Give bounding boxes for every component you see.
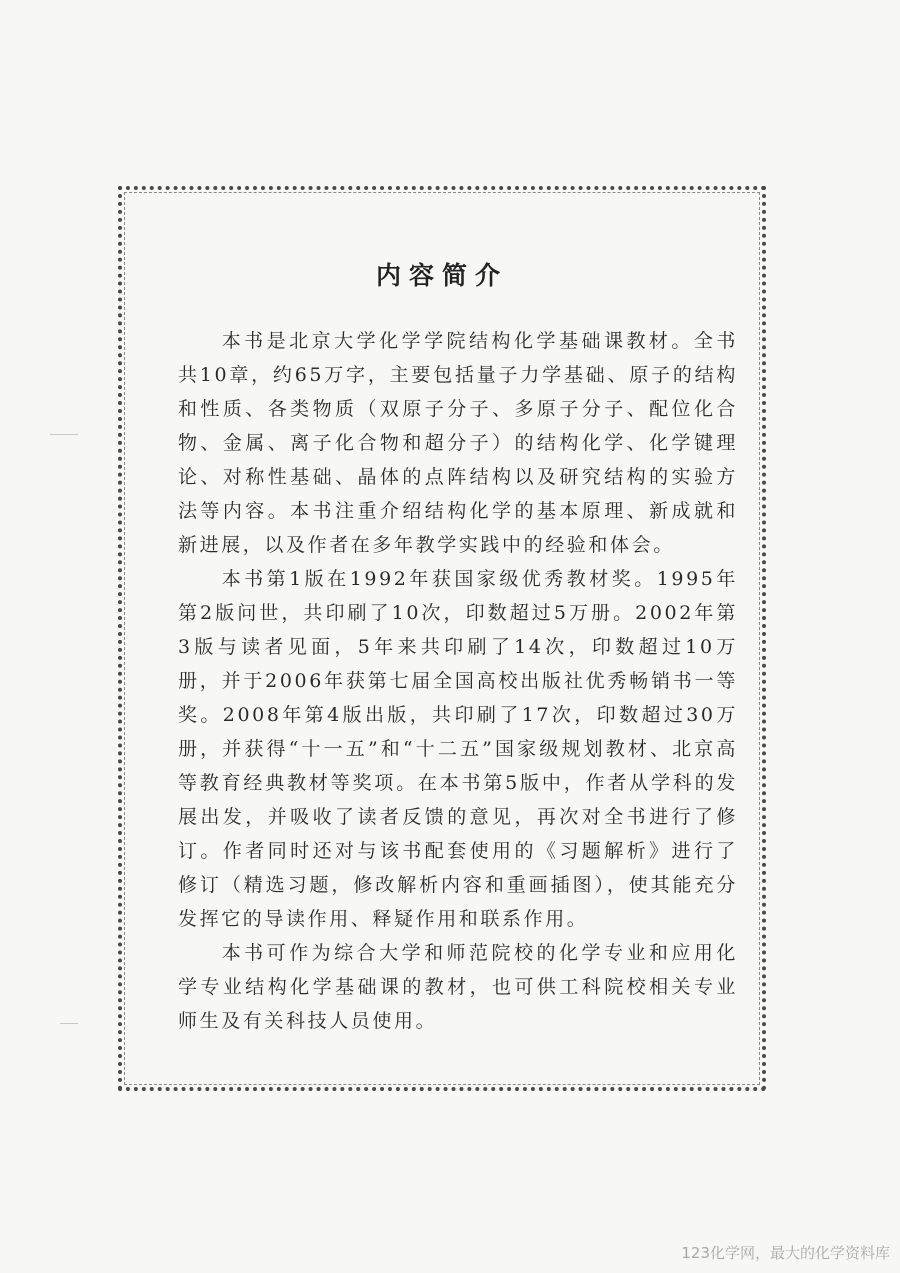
dotted-border-frame: [118, 186, 766, 1091]
paragraph-2: 本书第1版在1992年获国家级优秀教材奖。1995年第2版问世，共印刷了10次，印数超过5万册。2002年第3版与读者见面，5年来共印刷了14次，印数超过10万册，并于2006年获第七届全国高校出版社优秀畅销书一等奖。2008年第4版出版，共印刷了17次，印数超过30万册，并获得“十一五”和“十二五”国家级规划教材、北京高等教育经典教材等奖项。在本书第5版中，作者从学科的发展出发，并吸收了读者反馈的意见，再次对全书进行了修订。作者同时还对与该书配套使用的《习题解析》进行了修订（精选习题，修改解析内容和重画插图），使其能充分发挥它的导读作用、释疑作用和联系作用。: [178, 568, 738, 930]
content-summary: [178, 324, 738, 1038]
section-title: 内容简介: [375, 261, 508, 290]
paragraph-3: 本书可作为综合大学和师范院校的化学专业和应用化学专业结构化学基础课的教材，也可供工科院校相关专业师生及有关科技人员使用。: [178, 942, 738, 1032]
watermark-text: 123化学网，最大的化学资料库: [681, 1244, 890, 1262]
scan-speck: [60, 1023, 78, 1024]
paragraph-1: 本书是北京大学化学学院结构化学基础课教材。全书共10章，约65万字，主要包括量子力学基础、原子的结构和性质、各类物质（双原子分子、多原子分子、配位化合物、金属、离子化合物和超分子）的结构化学、化学键理论、对称性基础、晶体的点阵结构以及研究结构的实验方法等内容。本书注重介绍结构化学的基本原理、新成就和新进展，以及作者在多年教学实践中的经验和体会。: [178, 330, 738, 556]
scan-speck: [50, 434, 78, 435]
